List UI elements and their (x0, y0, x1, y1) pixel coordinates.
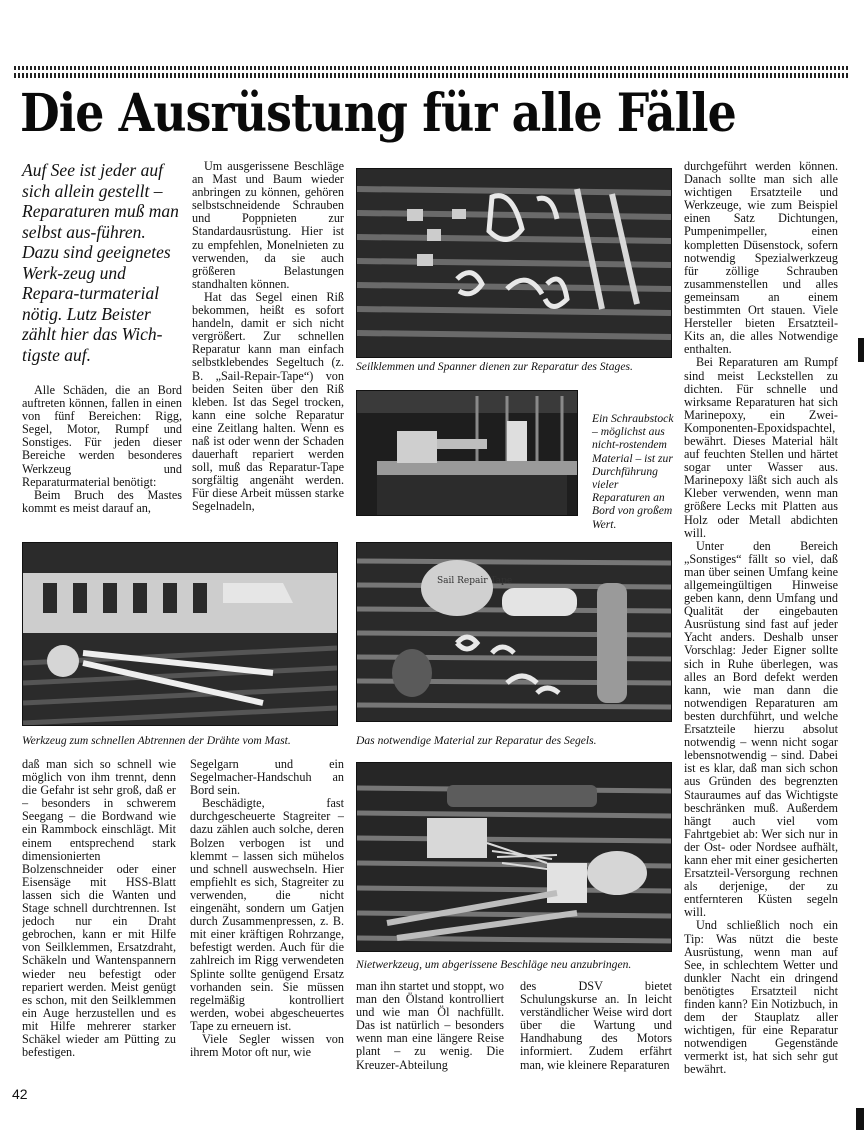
caption-sail: Das notwendige Material zur Reparatur des Segels. (356, 734, 597, 747)
sail-repair-image (357, 543, 671, 721)
page-number: 42 (12, 1086, 28, 1102)
caption-cutter: Werkzeug zum schnellen Abtrennen der Drähte vom Mast. (22, 734, 291, 747)
paragraph: man ihn startet und stoppt, wo man den Ölstand kontrolliert und wie man Öl nachfüllt. Das ist natürlich – besonders wenn man eine längere Reise plant – zu wenig. Die Kreuzer-Abteilung (356, 980, 504, 1072)
paragraph: Unter den Bereich „Sonstiges“ fällt so viel, daß man über seinen Umfang keine allgemeingültigen Hinweise geben kann, denn Umfang und Qualität der eingebauten Ausrüstung sind fast auf jeder Yacht anders. Deshalb unser Vorschlag: Jeder Eigner sollte sich in Ruhe überlegen, was alles an Bord defekt werden kann, wie man dann die notwendigen Reparaturen am besten durchführt, und welche Ersatzteile hierzu absolut notwendig – wenn nicht sogar lebensnotwendig – sind. Dabei ist es klar, daß man sich schon aus Gründen des begrenzten Stauraumes auf das Wichtigste beschränken muß. Außerdem hängt auch viel vom Fahrtgebiet ab: Wer sich nur in der Ost- oder Nordsee aufhält, kann eher mit einer gesicherten Ersatzteil-Versorgung rechnen als derjenige, der zu entfernteren Küsten segeln will. (684, 538, 838, 920)
photo-wire-clamps (356, 168, 672, 358)
article-headline: Die Ausrüstung für alle Fälle (20, 83, 736, 144)
photo-bolt-cutter (22, 542, 338, 726)
paragraph: Und schließlich noch ein Tip: Was nützt die beste Ausrüstung, wenn man auf See, in schlechtem Wetter und dunkler Nacht ein dringend benötigtes Ersatzteil nicht finden kann? Ein Notizbuch, in dem der Stauplatz aller wichtigen, für eine Reparatur notwendigen Gegenstände vermerkt ist, hat sich sehr gut bewährt. (684, 918, 838, 1076)
column-2-lower (190, 758, 344, 1074)
photo-sail-repair (356, 542, 672, 722)
paragraph: Hat das Segel einen Riß bekommen, heißt es sofort handeln, damit er sich nicht vergrößert. Zur schnellen Reparatur kann man einfach selbstklebendes Segeltuch (z. B. „Sail-Repair-Tape“) von beiden Seiten über den Riß kleben. Ist das Segel trocken, kann eine solche Reparatur eine Zeitlang halten. Wenn es naß ist oder wenn der Schaden dauerhaft repariert werden soll, muß das Reparatur-Tape sorgfältig angenäht werden. Für diese Arbeit müssen starke Segelnadeln, (192, 289, 344, 514)
photo-rivet-tool (356, 762, 672, 952)
column-1-upper (22, 384, 182, 526)
paragraph: Beschädigte, fast durchgescheuerte Stagreiter – dazu zählen auch solche, deren Bolzen verbogen ist und klemmt – lassen sich mühelos und schnell auswechseln. Hier empfiehlt es sich, Stagreiter zu verwenden, die nicht eingenäht, sondern um Gatjen durch Zusammenpressen, z. B. mit einer kräftigen Rohrzange, befestigt werden. Auch für die zahlreich im Rigg verwendeten Splinte sollte genügend Ersatz vorhanden sein. Sie müssen regelmäßig kontrolliert werden, wobei abgescheuertes Tape zu erneuern ist. (190, 796, 344, 1033)
tape-label: Sail Repair Tape (437, 576, 513, 586)
wire-clamps-image (357, 169, 671, 357)
paragraph: Um ausgerissene Beschläge an Mast und Baum wieder anbringen zu können, gehören selbstschneidende Schrauben und Poppnieten zur Standardausrüstung. Hier ist zu empfehlen, Monelnieten zu verwenden, da sie auch größeren Belastungen standhalten können. (192, 160, 344, 291)
paragraph: daß man sich so schnell wie möglich von ihm trennt, denn die Gefahr ist sehr groß, daß er – besonders in schwerem Seegang – die Bordwand wie ein Rammbock einschlägt. Mit einem entsprechend stark dimensionierten Bolzenschneider oder einer Eisensäge mit HSS-Blatt lassen sich die Wanten und Stage schnell durchtrennen. Ist jedoch nur ein Draht gebrochen, kann er mit Hilfe von Seilklemmen, Ersatzdraht, Schäkeln und Wantenspannern wieder neu befestigt oder repariert werden. Meist genügt es schon, mit den Seilklemmen ein Auge herzustellen und es mit Hilfe mehrerer starker Schäkel wieder am Pütting zu befestigen. (22, 758, 176, 1060)
paragraph: Segelgarn und ein Segelmacher-Handschuh an Bord sein. (190, 758, 344, 798)
rivet-tool-image (357, 763, 671, 951)
column-5 (684, 160, 838, 1076)
top-dotted-rule (14, 66, 850, 78)
bolt-cutter-image (23, 543, 337, 725)
paragraph: Bei Reparaturen am Rumpf sind meist Leckstellen zu dichten. Für schnelle und wirksame Reparaturen hat sich Marinepoxy, ein Zwei-Komponenten-Epoxidspachtel, bewährt. Dieses Material hält auf feuchten Stellen und härtet sogar unter Wasser aus. Marinepoxy läßt sich auch als Kleber verwenden, wenn man größere Lecks mit Platten aus Holz oder Metall abdichten will. (684, 355, 838, 540)
column-4-bottom (520, 980, 672, 1074)
column-3-bottom (356, 980, 504, 1074)
paragraph: des DSV bietet Schulungskurse an. In leicht verständlicher Weise wird dort über die Wartung und Handhabung des Motors informiert. Zudem erfährt man, wie kleinere Reparaturen (520, 980, 672, 1072)
paragraph: Viele Segler wissen von ihrem Motor oft nur, wie (190, 1031, 344, 1060)
caption-rivet: Nietwerkzeug, um abgerissene Beschläge neu anzubringen. (356, 958, 632, 971)
photo-vise (356, 390, 578, 516)
column-1-lower (22, 758, 176, 1074)
vise-image (357, 391, 577, 515)
column-2-upper (192, 160, 344, 526)
edge-mark (856, 1108, 864, 1130)
lead-paragraph: Auf See ist jeder auf sich allein gestellt – Reparaturen muß man selbst aus-führen. Dazu sind geeignetes Werk-zeug und Repara-turmaterial nötig. Lutz Beister zählt hier das Wich-tigste auf. (22, 160, 179, 365)
paragraph: Beim Bruch des Mastes kommt es meist darauf an, (22, 487, 182, 515)
paragraph: Alle Schäden, die an Bord auftreten können, fallen in einen von fünf Bereichen: Rigg, Segel, Motor, Rumpf und Sonstiges. Für jeden dieser Bereiche werden besonderes Werkzeug und Reparaturmaterial benötigt: (22, 384, 182, 489)
caption-vise: Ein Schraubstock – möglichst aus nicht-rostendem Material – ist zur Durchführung vieler Reparaturen an Bord von großem Wert. (592, 412, 674, 531)
edge-mark (858, 338, 864, 362)
paragraph: durchgeführt werden können. Danach sollte man sich alle wichtigen Ersatzteile und Werkzeuge, wie zum Beispiel einen Satz Dichtungen, Pumpenimpeller, einen kompletten Düsenstock, sofern notwendig Spezialwerkzeug für zöllige Schrauben zusammenstellen und alles gemeinsam an einem bestimmten Ort stauen. Viele Hersteller bieten Ersatzteil-Kits an, die alles Notwendige enthalten. (684, 160, 838, 357)
caption-clamps: Seilklemmen und Spanner dienen zur Reparatur des Stages. (356, 360, 633, 373)
